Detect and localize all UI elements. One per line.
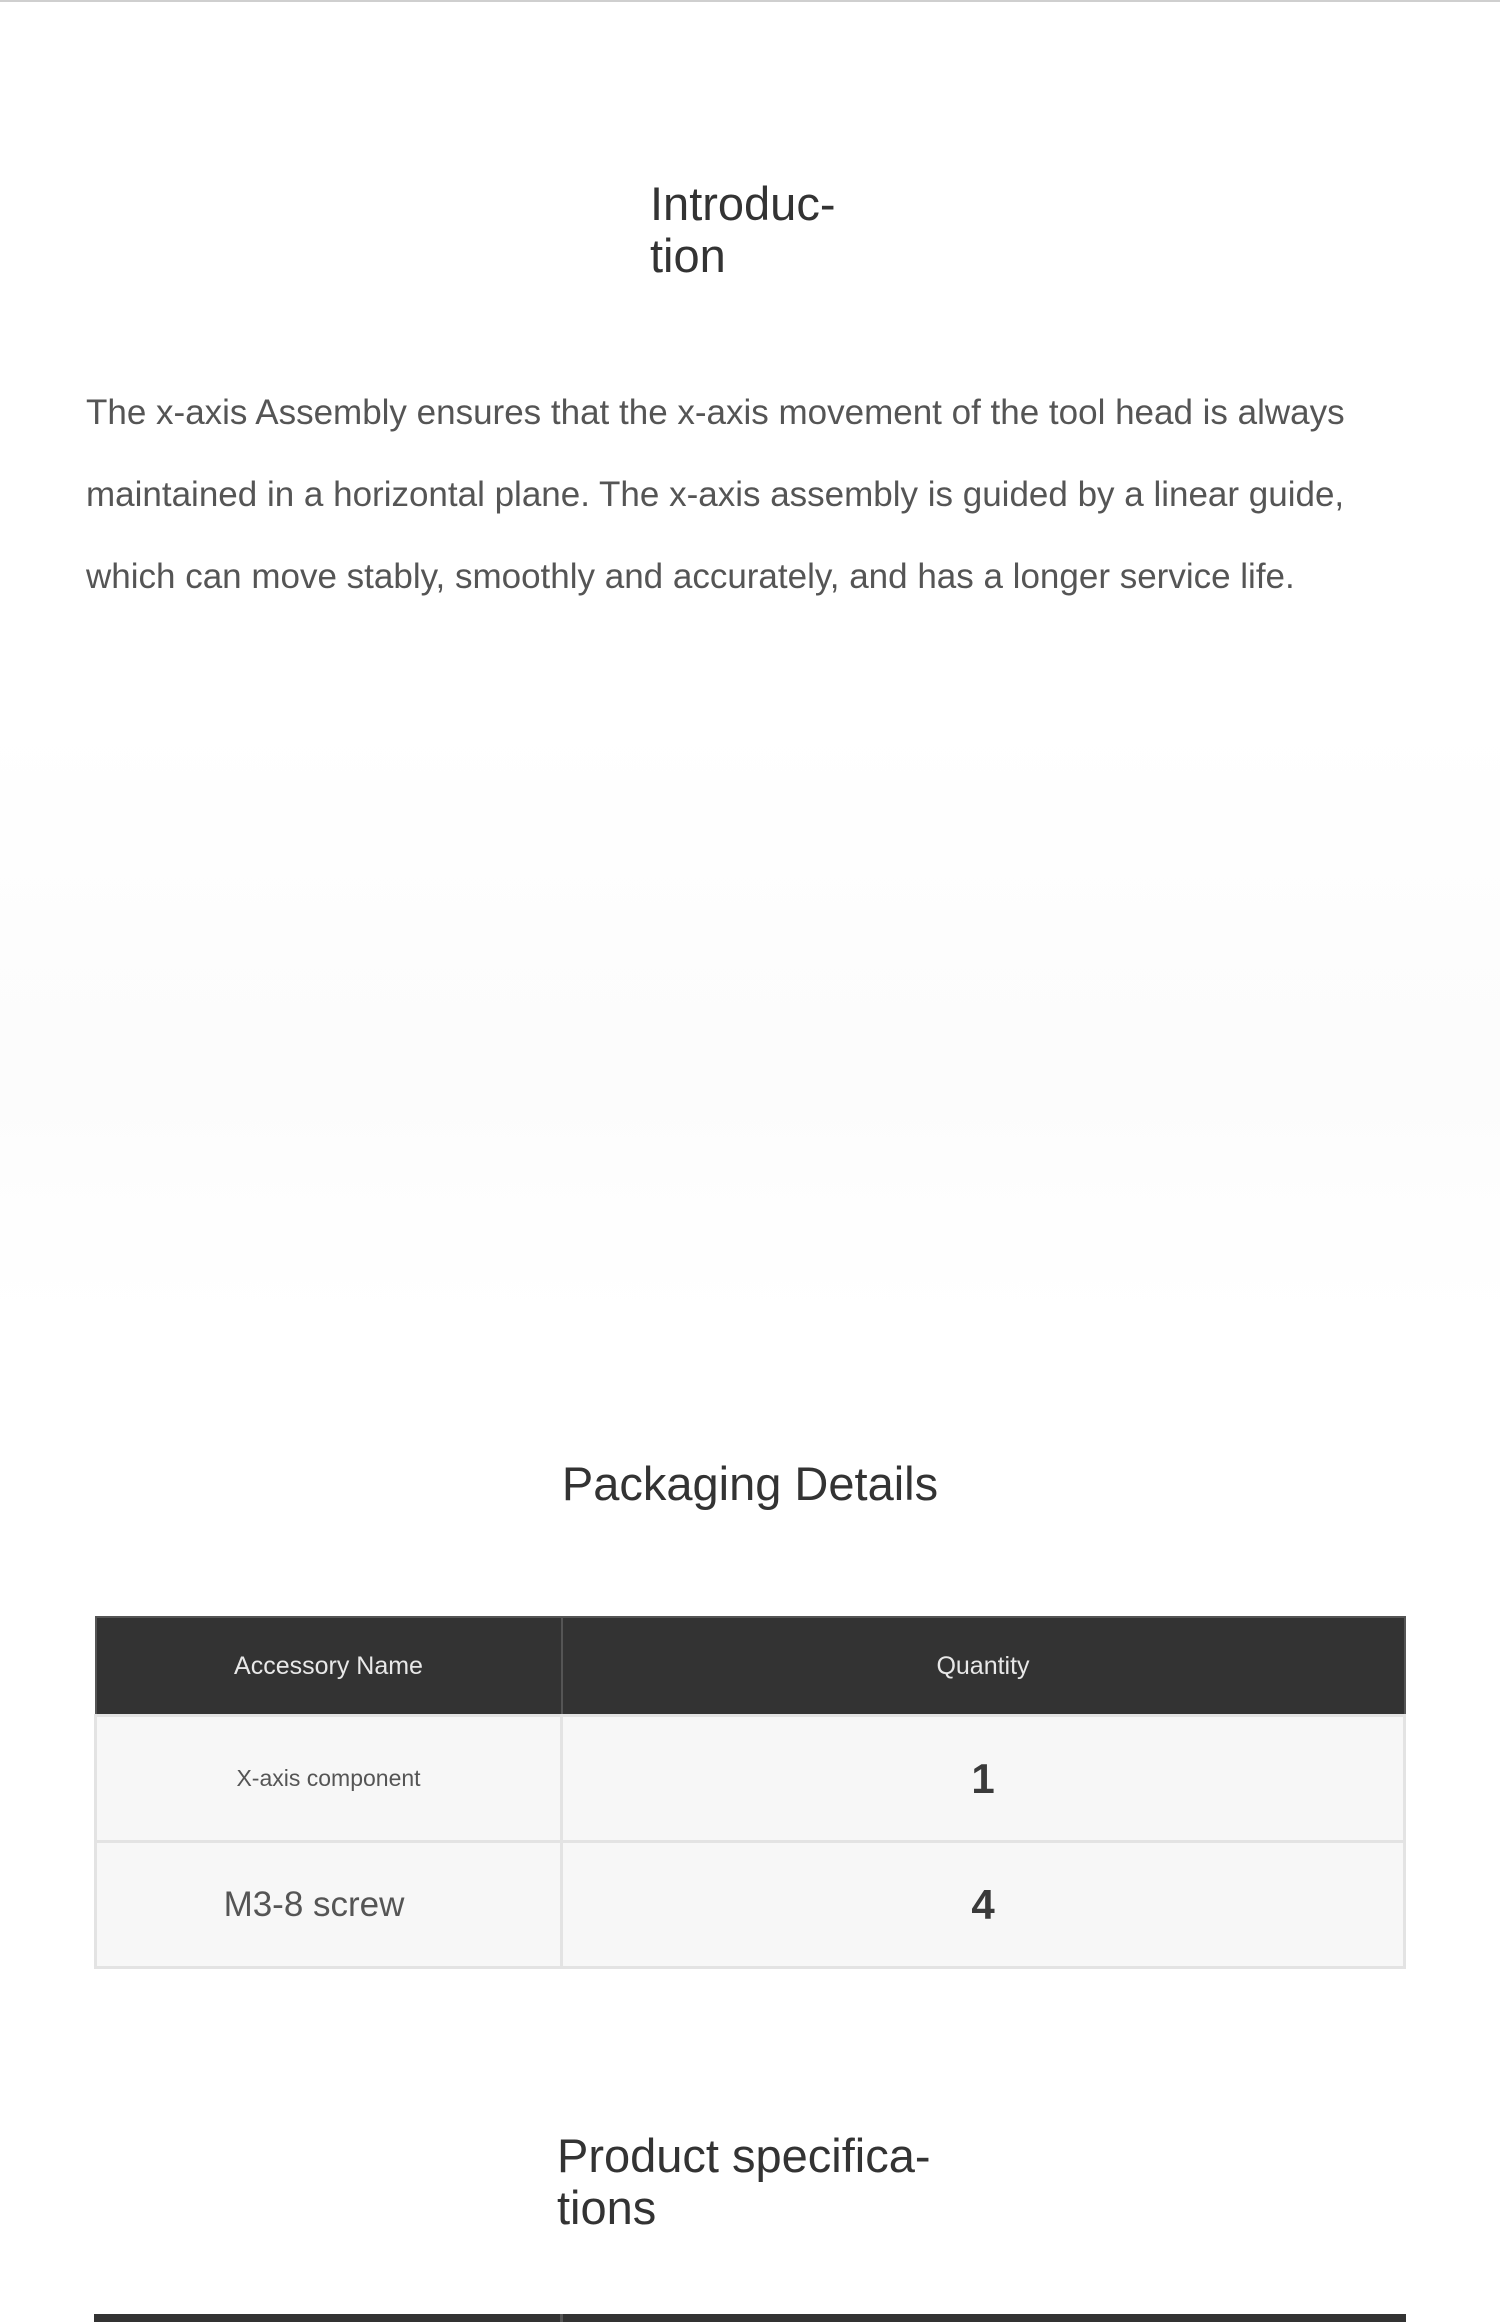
table-row (96, 1716, 1405, 1842)
column-divider (560, 2314, 563, 2322)
quantity-cell: 4 (562, 1842, 1405, 1968)
product-image-placeholder (0, 720, 1500, 1320)
product-specifications-heading: Product specifica- tions (557, 2129, 931, 2234)
introduction-paragraph: The x-axis Assembly ensures that the x-axis movement of the tool head is always maintained in a horizontal plane. The x-axis assembly is guided by a linear guide, which can move stably, smoothly and accurately, and has a longer service life. (86, 393, 1345, 596)
top-divider (0, 0, 1500, 2)
accessory-name-cell: M3-8 screw (96, 1842, 562, 1968)
table-row (96, 1842, 1405, 1968)
column-header-accessory-name: Accessory Name (96, 1617, 562, 1716)
quantity-cell: 1 (562, 1716, 1405, 1842)
column-header-quantity: Quantity (562, 1617, 1405, 1716)
introduction-heading: Introduc- tion (650, 177, 836, 282)
packaging-details-heading: Packaging Details (561, 1457, 939, 1510)
specifications-table-header-edge (94, 2314, 1406, 2322)
packaging-table (94, 1616, 1406, 1969)
table-header-row (96, 1617, 1405, 1716)
accessory-name-cell: X-axis component (96, 1716, 562, 1842)
